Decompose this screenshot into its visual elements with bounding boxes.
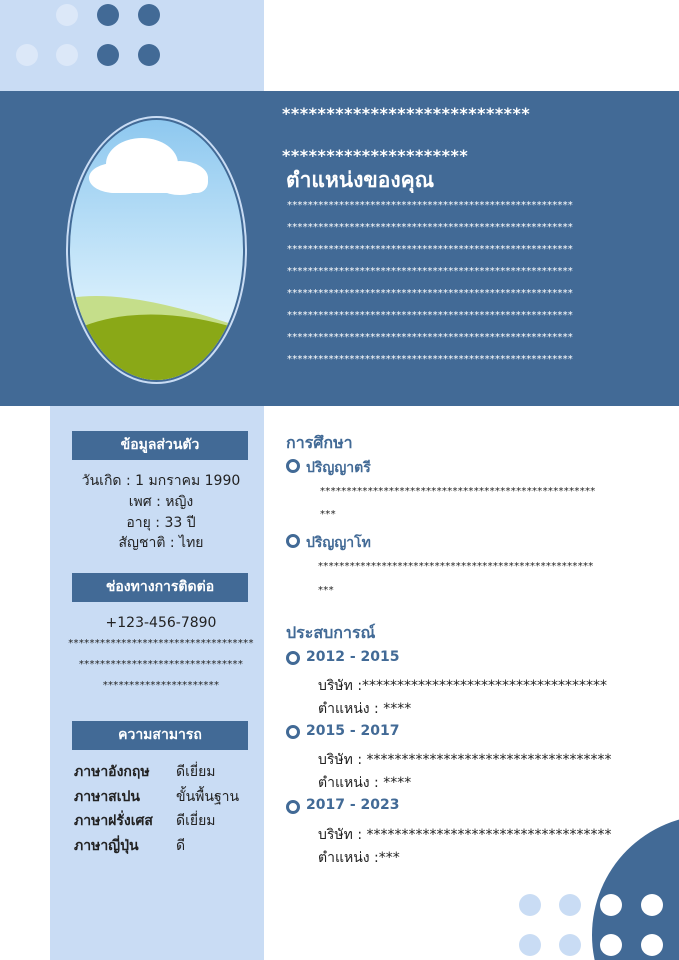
decorative-dot <box>56 4 78 26</box>
description-line: ******************************************************* <box>287 266 573 277</box>
education-heading: การศึกษา <box>286 433 353 452</box>
landscape-image <box>70 120 243 380</box>
description-line: ******************************************************* <box>287 288 573 299</box>
degree-title: ปริญญาโท <box>306 535 371 551</box>
phone-number: +123-456-7890 <box>105 615 217 631</box>
skill-name: ภาษาญี่ปุ่น <box>74 838 139 854</box>
birthdate: วันเกิด : 1 มกราคม 1990 <box>81 473 241 489</box>
decorative-dot <box>56 44 78 66</box>
decorative-dot <box>641 934 663 956</box>
decorative-dot <box>519 894 541 916</box>
decorative-dot <box>16 4 38 26</box>
gender: เพศ : หญิง <box>128 494 194 510</box>
profile-photo-placeholder <box>70 120 243 380</box>
decorative-dot <box>138 4 160 26</box>
decorative-dot <box>16 44 38 66</box>
decorative-dot <box>600 894 622 916</box>
degree-detail: **************************************************** <box>318 561 594 572</box>
description-line: ******************************************************* <box>287 332 573 343</box>
contact-line: ********************** <box>102 680 220 691</box>
experience-company: บริษัท :*********************************** <box>318 678 608 694</box>
experience-years: 2017 - 2023 <box>306 797 400 813</box>
description-line: ******************************************************* <box>287 200 573 211</box>
position-title: ตำแหน่งของคุณ <box>286 168 435 192</box>
skill-level: ดี <box>176 838 186 854</box>
skill-name: ภาษาฝรั่งเศส <box>74 813 153 829</box>
decorative-dot <box>559 894 581 916</box>
experience-years: 2012 - 2015 <box>306 649 400 665</box>
experience-company: บริษัท : *********************************** <box>318 827 612 843</box>
experience-heading: ประสบการณ์ <box>286 623 376 642</box>
experience-company: บริษัท : *********************************** <box>318 752 612 768</box>
decorative-dot <box>97 4 119 26</box>
age: อายุ : 33 ปี <box>126 515 196 531</box>
contact-heading: ช่องทางการติดต่อ <box>72 573 248 602</box>
bullet-ring-icon <box>286 725 300 739</box>
description-line: ******************************************************* <box>287 354 573 365</box>
contact-line: *********************************** <box>68 638 254 649</box>
degree-detail: *** <box>318 585 334 596</box>
bullet-ring-icon <box>286 534 300 548</box>
contact-line: ******************************* <box>78 659 244 670</box>
description-line: ******************************************************* <box>287 244 573 255</box>
experience-role: ตำแหน่ง : **** <box>318 775 412 791</box>
experience-years: 2015 - 2017 <box>306 723 400 739</box>
bullet-ring-icon <box>286 800 300 814</box>
skills-heading: ความสามารถ <box>72 721 248 750</box>
experience-role: ตำแหน่ง : **** <box>318 701 412 717</box>
decorative-dot <box>97 44 119 66</box>
skill-level: ขั้นพื้นฐาน <box>176 789 240 805</box>
skill-name: ภาษาอังกฤษ <box>74 764 150 780</box>
skill-name: ภาษาสเปน <box>74 789 140 805</box>
decorative-dot <box>641 894 663 916</box>
experience-role: ตำแหน่ง :*** <box>318 850 400 866</box>
nationality: สัญชาติ : ไทย <box>118 535 204 551</box>
name-line-2: ********************* <box>282 146 469 165</box>
decorative-dot <box>138 44 160 66</box>
degree-detail: **************************************************** <box>320 486 596 497</box>
degree-detail: *** <box>320 509 336 520</box>
skill-level: ดีเยี่ยม <box>176 764 216 780</box>
decorative-dot <box>600 934 622 956</box>
bullet-ring-icon <box>286 459 300 473</box>
description-line: ******************************************************* <box>287 310 573 321</box>
skill-level: ดีเยี่ยม <box>176 813 216 829</box>
bullet-ring-icon <box>286 651 300 665</box>
decorative-dot <box>559 934 581 956</box>
degree-title: ปริญญาตรี <box>306 460 371 476</box>
decorative-dot <box>519 934 541 956</box>
name-line-1: **************************** <box>282 104 531 123</box>
description-line: ******************************************************* <box>287 222 573 233</box>
personal-info-heading: ข้อมูลส่วนตัว <box>72 431 248 460</box>
